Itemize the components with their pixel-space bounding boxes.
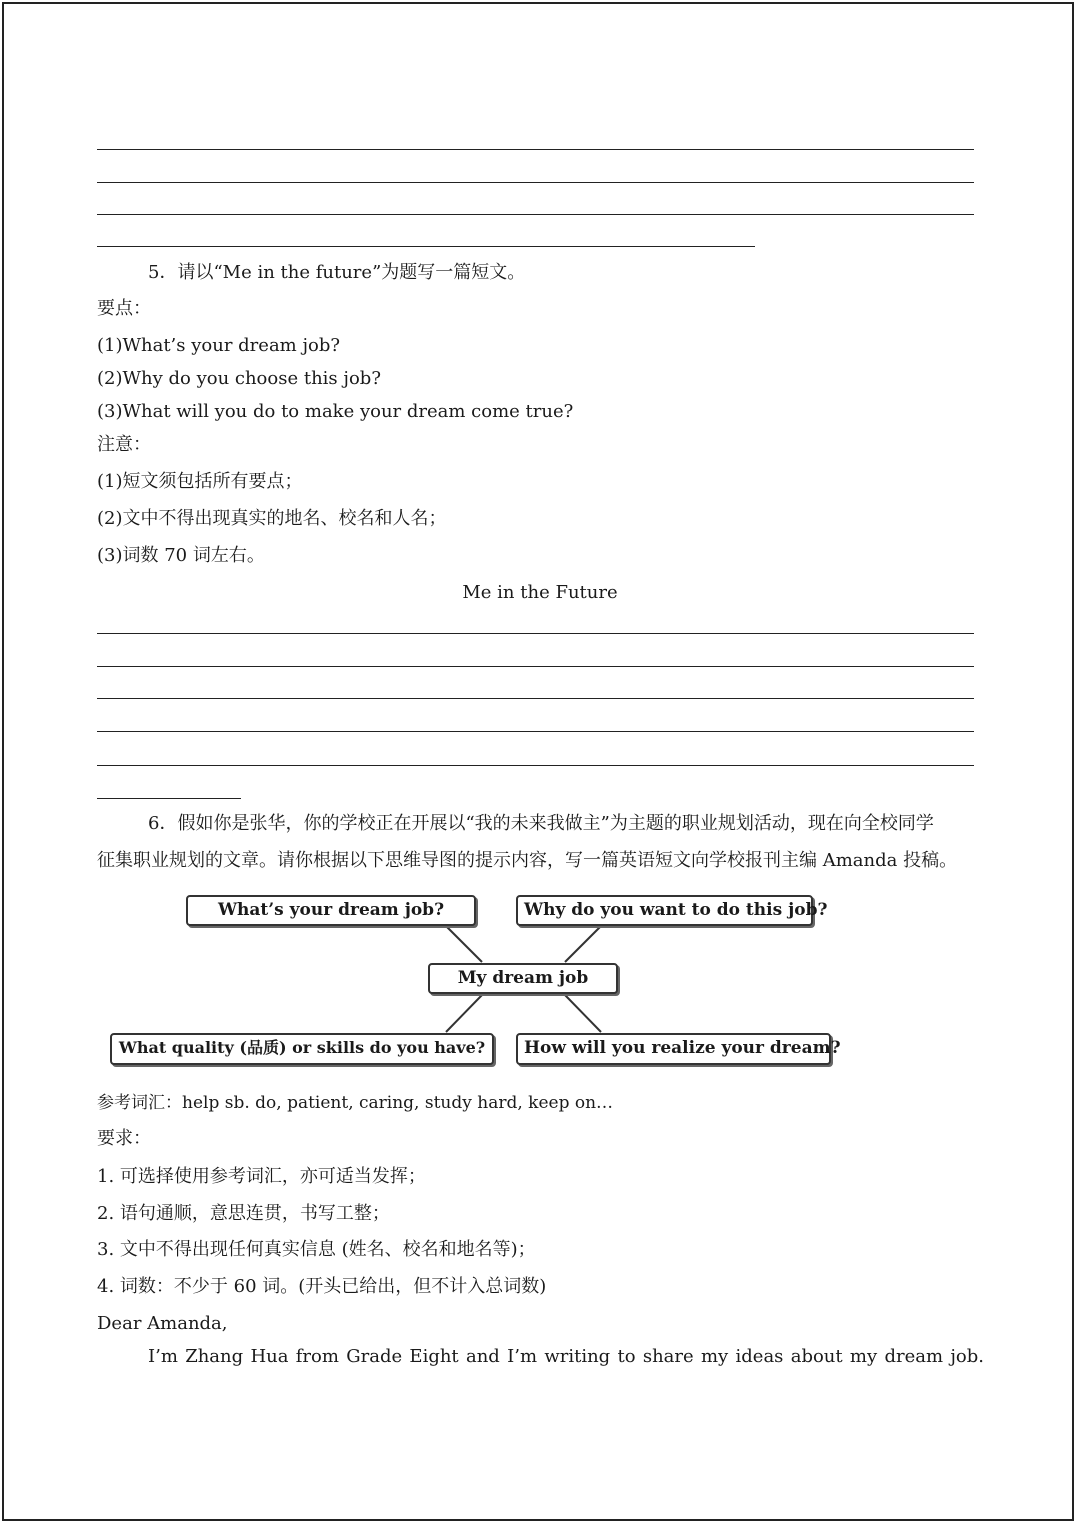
mindmap-top-right: Why do you want to do this job? (516, 895, 813, 926)
q5-point: (1)What’s your dream job? (97, 335, 341, 356)
q5-note: (3)词数 70 词左右。 (97, 545, 265, 566)
mindmap-bottom-right: How will you realize your dream? (516, 1033, 831, 1065)
q6-prompt-text: 假如你是张华，你的学校正在开展以“我的未来我做主”为主题的职业规划活动，现在向全校同学 (177, 813, 934, 834)
q5-essay-title: Me in the Future (462, 582, 618, 603)
mindmap-bottom-left: What quality (品质) or skills do you have? (110, 1033, 494, 1065)
q5-note: (2)文中不得出现真实的地名、校名和人名； (97, 508, 447, 529)
q6-req-label: 要求： (97, 1128, 151, 1149)
mindmap-top-left: What’s your dream job? (186, 895, 476, 926)
connector-top-right (565, 927, 600, 962)
q5-notes-label: 注意： (97, 434, 151, 455)
q6-prompt-line2: 征集职业规划的文章。请你根据以下思维导图的提示内容，写一篇英语短文向学校报刊主编 Amanda 投稿。 (97, 850, 958, 871)
q6-vocab: 参考词汇：help sb. do, patient, caring, study hard, keep on… (97, 1093, 614, 1113)
q6-salutation: Dear Amanda, (97, 1313, 228, 1334)
q5-number: 5． (148, 262, 178, 283)
q6-requirement: 2. 语句通顺，意思连贯，书写工整； (97, 1203, 390, 1224)
mindmap-center: My dream job (428, 963, 618, 994)
q6-number: 6． (148, 813, 178, 834)
q5-point: (2)Why do you choose this job? (97, 368, 381, 389)
q6-requirement: 1. 可选择使用参考词汇，亦可适当发挥； (97, 1166, 426, 1187)
q5-points-label: 要点： (97, 298, 151, 319)
q6-opening: I’m Zhang Hua from Grade Eight and I’m writing to share my ideas about my dream job. (148, 1346, 984, 1367)
q5-note: (1)短文须包括所有要点； (97, 471, 303, 492)
q6-requirement: 3. 文中不得出现任何真实信息 (姓名、校名和地名等)； (97, 1239, 536, 1260)
q5-prompt-text: 请以“Me in the future”为题写一篇短文。 (177, 262, 526, 283)
connector-top-left (447, 927, 482, 962)
q5-point: (3)What will you do to make your dream come true? (97, 401, 574, 422)
q6-requirement: 4. 词数：不少于 60 词。(开头已给出，但不计入总词数) (97, 1276, 547, 1297)
connector-bottom-left (446, 995, 482, 1032)
connector-bottom-right (565, 995, 601, 1032)
